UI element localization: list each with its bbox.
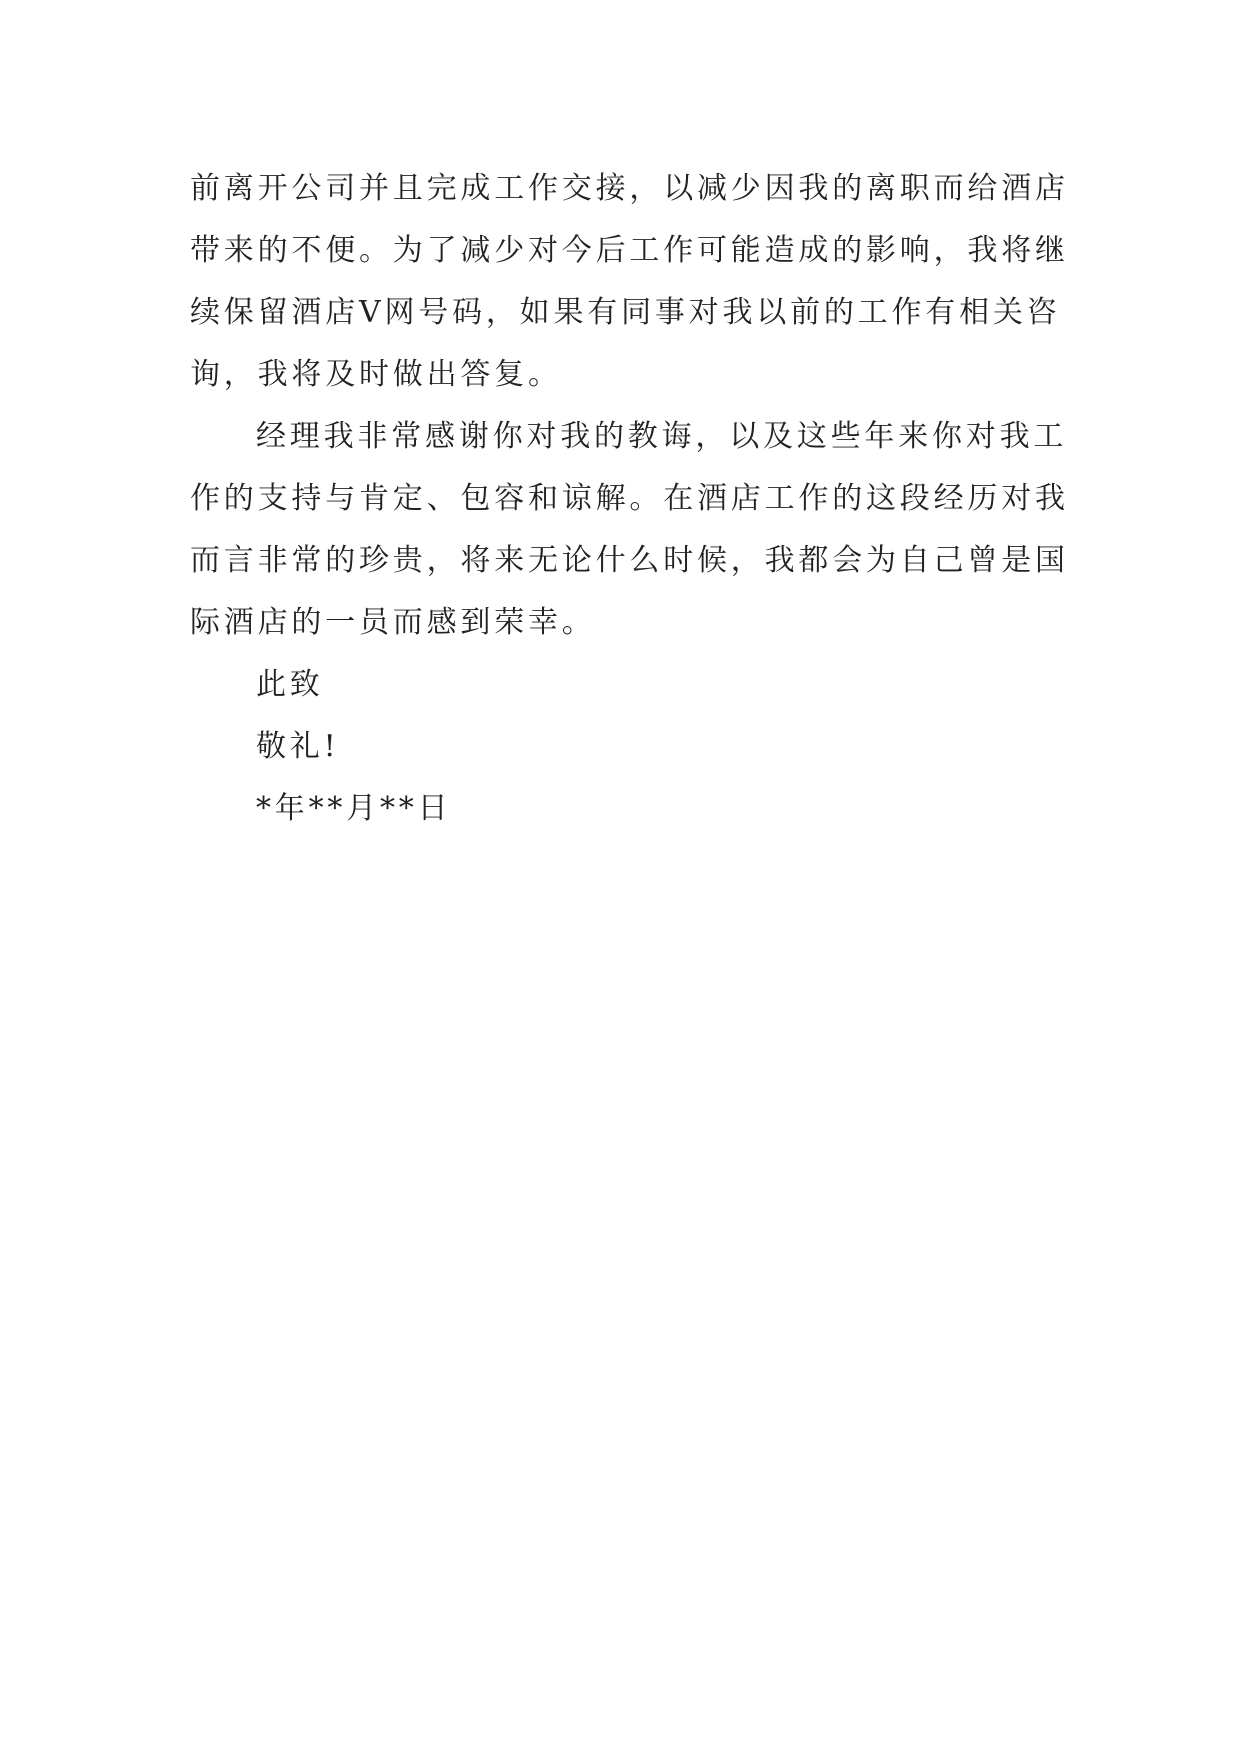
paragraph-2-line-3: 而言非常的珍贵，将来无论什么时候，我都会为自己曾是国 — [190, 543, 1069, 578]
paragraph-1-line-3: 续保留酒店V网号码，如果有同事对我以前的工作有相关咨 — [190, 295, 1061, 330]
date-line: *年**月**日 — [256, 791, 452, 826]
letter-body — [190, 158, 1069, 840]
closing-line: 此致 — [256, 667, 324, 702]
paragraph-2-line-4: 际酒店的一员而感到荣幸。 — [190, 605, 596, 640]
paragraph-2-line-2: 作的支持与肯定、包容和谅解。在酒店工作的这段经历对我 — [190, 481, 1069, 516]
paragraph-1-line-2: 带来的不便。为了减少对今后工作可能造成的影响，我将继 — [190, 233, 1069, 268]
paragraph-1-line-1: 前离开公司并且完成工作交接，以减少因我的离职而给酒店 — [190, 171, 1069, 206]
paragraph-1-line-4: 询，我将及时做出答复。 — [190, 357, 562, 392]
paragraph-2-line-1: 经理我非常感谢你对我的教诲，以及这些年来你对我工 — [256, 419, 1068, 454]
salutation-line: 敬礼! — [256, 729, 340, 764]
